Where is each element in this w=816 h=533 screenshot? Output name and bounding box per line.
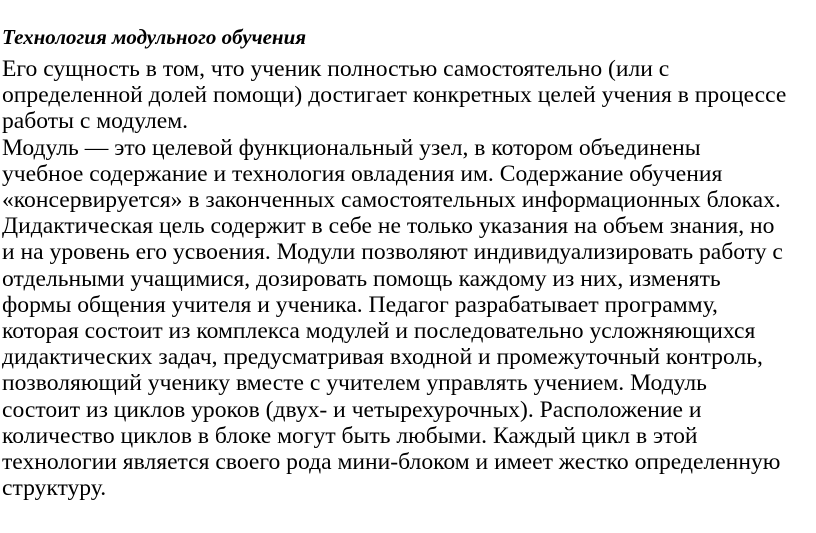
- text-line: технологии является своего рода мини-блоком и имеет жестко определенную: [2, 449, 781, 476]
- text-line: дидактических задач, предусматривая входной и промежуточный контроль,: [2, 344, 763, 371]
- text-line: которая состоит из комплекса модулей и последовательно усложняющихся: [2, 318, 756, 345]
- text-line: и на уровень его усвоения. Модули позволяют индивидуализировать работу с: [2, 239, 783, 266]
- text-line: Дидактическая цель содержит в себе не только указания на объем знания, но: [2, 213, 775, 240]
- text-line: отдельными учащимися, дозировать помощь каждому из них, изменять: [2, 265, 721, 292]
- text-line: Модуль — это целевой функциональный узел, в котором объединены: [2, 134, 701, 161]
- text-line: учебное содержание и технология овладения им. Содержание обучения: [2, 160, 723, 187]
- document-title: Технология модульного обучения: [2, 25, 307, 49]
- text-line: структуру.: [2, 475, 107, 502]
- text-line: Его сущность в том, что ученик полностью самостоятельно (или с: [2, 56, 670, 82]
- text-line: состоит из циклов уроков (двух- и четырехурочных). Расположение и: [2, 396, 702, 423]
- text-line: позволяющий ученику вместе с учителем управлять учением. Модуль: [2, 370, 707, 397]
- text-line: формы общения учителя и ученика. Педагог разрабатывает программу,: [2, 291, 718, 318]
- document-body: [2, 56, 814, 501]
- text-line: работы с модулем.: [2, 108, 189, 135]
- text-line: «консервируется» в законченных самостоятельных информационных блоках.: [2, 187, 781, 214]
- text-line: количество циклов в блоке могут быть любыми. Каждый цикл в этой: [2, 422, 698, 449]
- text-line: определенной долей помощи) достигает конкретных целей учения в процессе: [2, 82, 787, 109]
